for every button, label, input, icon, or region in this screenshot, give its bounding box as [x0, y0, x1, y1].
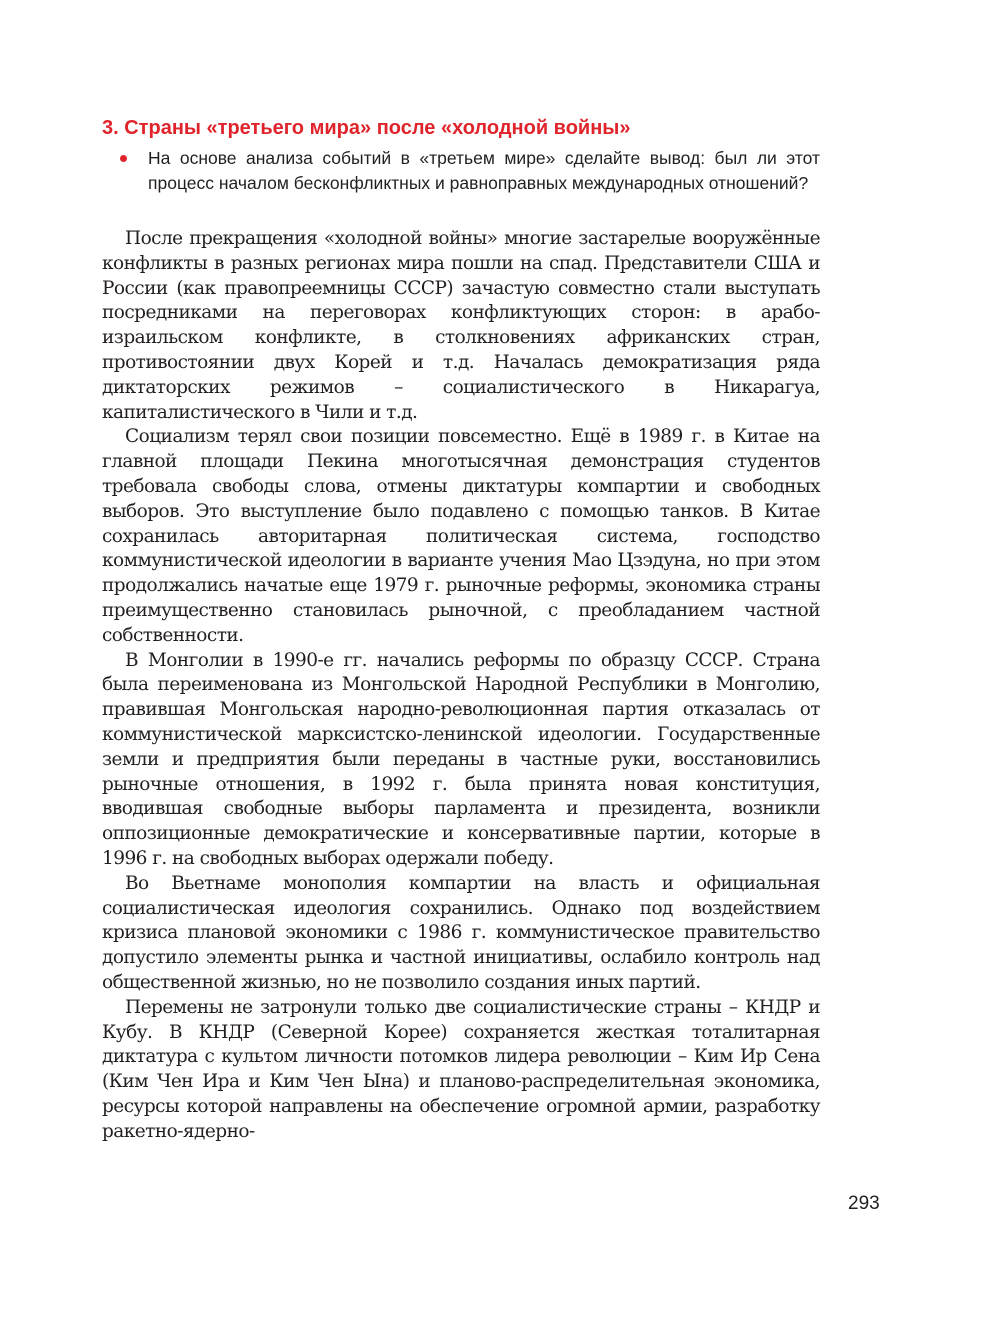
paragraph-5: Перемены не затронули только две социалистические страны – КНДР и Кубу. В КНДР (Северной Корее) сохраняется жесткая тоталитарная диктатура с культом личности потомков лидера революции – Ким Ир Сена (Ким Чен Ира и Ким Чен Ына) и планово-распределительная экономика, ресурсы которой направлены на обеспечение огромной армии, разработку ракетно-ядерно- — [102, 996, 820, 1142]
paragraph-2: Социализм терял свои позиции повсеместно. Ещё в 1989 г. в Китае на главной площади Пекина многотысячная демонстрация студентов требовала свободы слова, отмены диктатуры компартии и свободных выборов. Это выступление было подавлено с помощью танков. В Китае сохранилась авторитарная политическая система, господство коммунистической идеологии в варианте учения Мао Цзэдуна, но при этом продолжались начатые еще 1979 г. рыночные реформы, экономика страны преимущественно становилась рыночной, с преобладанием частной собственности. — [102, 426, 820, 646]
paragraph-4: Во Вьетнаме монополия компартии на власть и официальная социалистическая идеология сохранились. Однако под воздействием кризиса плановой экономики с 1986 г. коммунистическое правительство допустило элементы рынка и частной инициативы, ослабило контроль над общественной жизнью, но не позволило создания иных партий. — [102, 872, 820, 993]
section-heading: 3. Страны «третьего мира» после «холодной войны» — [102, 117, 631, 139]
paragraph-1: После прекращения «холодной войны» многие застарелые вооружённые конфликты в разных регионах мира пошли на спад. Представители США и России (как правопреемницы СССР) зачастую совместно стали выступать посредниками на переговорах конфликтующих сторон: в арабо-израильском конфликте, в столкновениях африканских стран, противостоянии двух Корей и т.д. Началась демократизация ряда диктаторских режимов – социалистического в Никарагуа, капиталистического в Чили и т.д. — [102, 228, 820, 423]
task-question: На основе анализа событий в «третьем мире» сделайте вывод: был ли этот процесс началом бесконфликтных и равноправных международных отношений? — [148, 148, 820, 193]
page-number: 293 — [848, 1193, 880, 1214]
body-text — [102, 227, 820, 1144]
bullet-icon — [120, 155, 127, 162]
paragraph-3: В Монголии в 1990-е гг. начались реформы по образцу СССР. Страна была переименована из Монгольской Народной Республики в Монголию, правившая Монгольская народно-революционная партия отказалась от коммунистической марксистско-ленинской идеологии. Государственные земли и предприятия были переданы в частные руки, восстановились рыночные отношения, в 1992 г. была принята новая конституция, вводившая свободные выборы парламента и президента, возникли оппозиционные демократические и консервативные партии, которые в 1996 г. на свободных выборах одержали победу. — [102, 649, 820, 869]
